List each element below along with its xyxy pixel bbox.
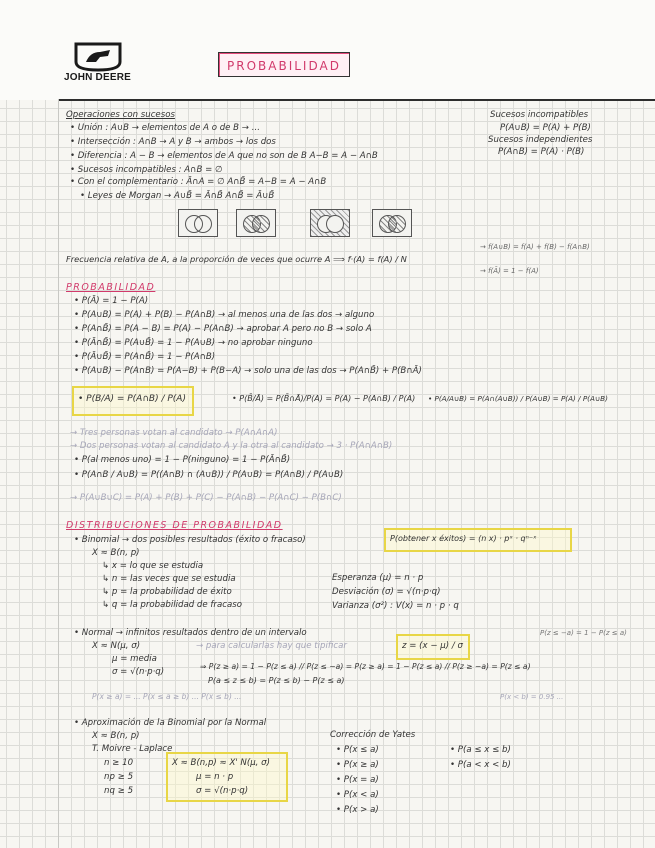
binomial-esperanza: Esperanza (μ) = n · p <box>332 573 424 583</box>
op-line-interseccion: • Intersección : A∩B → A y B → ambos → los dos <box>70 137 276 147</box>
yates-right-2: • P(a < x < b) <box>450 760 511 770</box>
page-title-box <box>218 52 350 77</box>
probabilidad-heading: PROBABILIDAD <box>66 282 156 293</box>
normal-tipificar: z = (x − μ) / σ <box>402 641 463 651</box>
aprox-cond-2: np ≥ 5 <box>104 772 134 782</box>
normal-faded-1: P(x ≥ a) = ... P(x ≤ a ≥ b) ... P(x ≤ b) ... <box>92 692 242 701</box>
binomial-def-p: ↳ p = la probabilidad de éxito <box>102 587 232 597</box>
prob-line-6: • P(A∪B) − P(A∩B) = P(A−B) + P(B−A) → solo una de las dos → P(A∩B̄) + P(B∩Ā) <box>74 366 422 376</box>
aprox-mu: μ = n · p <box>196 772 234 782</box>
side-note-3: Sucesos independientes <box>488 135 593 145</box>
normal-line: • Normal → infinitos resultados dentro de un intervalo <box>74 628 307 638</box>
yates-1: • P(x ≤ a) <box>336 745 379 755</box>
margin-line <box>58 99 59 848</box>
prob-line-5: • P(Ā∪B̄) = P(A∩B̄) = 1 − P(A∩B) <box>74 352 216 362</box>
binomial-def-x: ↳ x = lo que se estudia <box>102 561 204 571</box>
distribuciones-heading: DISTRIBUCIONES DE PROBABILIDAD <box>66 520 283 531</box>
prob-al-menos-uno: • P(al menos uno) = 1 − P(ninguno) = 1 − P(Ā∩B̄) <box>74 455 291 465</box>
frecuencia-right-1: → f(A∪B) = f(A) + f(B) − f(A∩B) <box>480 243 590 251</box>
yates-2: • P(x ≥ a) <box>336 760 379 770</box>
yates-5: • P(x > a) <box>336 805 379 815</box>
prob-faded-3: → P(A∪B∪C) = P(A) + P(B) + P(C) − P(A∩B) − P(A∩C) − P(B∩C) <box>70 493 342 503</box>
yates-right-1: • P(a ≤ x ≤ b) <box>450 745 511 755</box>
header-divider <box>58 99 655 101</box>
normal-faded-2: P(x < b) = 0.95 ... <box>500 693 564 701</box>
prob-conditional-2: • P(B̄/Ā) = P(B̄∩Ā)/P(A) = P(A) − P(A∩B) / P(A) <box>232 394 416 403</box>
frecuencia-right-2: → f(Ā) = 1 − f(A) <box>480 267 539 275</box>
op-line-diferencia: • Diferencia : A − B → elementos de A que no son de B A−B = A − A∩B <box>70 151 378 161</box>
aprox-cond-1: n ≥ 10 <box>104 758 134 768</box>
venn-diagram-2 <box>236 209 276 237</box>
prob-faded-1: → Tres personas votan al candidato → P(A∩A∩A) <box>70 428 278 438</box>
binomial-def-q: ↳ q = la probabilidad de fracaso <box>102 600 242 610</box>
page-title: PROBABILIDAD <box>227 59 341 73</box>
aprox-heading: • Aproximación de la Binomial por la Normal <box>74 718 267 728</box>
binomial-line: • Binomial → dos posibles resultados (éxito o fracaso) <box>74 535 306 545</box>
prob-conditional-3: • P(A/A∪B) = P(A∩(A∪B)) / P(A∪B) = P(A) / P(A∪B) <box>428 394 608 403</box>
binomial-varianza: Varianza (σ²) : V(x) = n · p · q <box>332 601 459 611</box>
aprox-x: X ≈ B(n, p) <box>92 731 140 741</box>
side-note-4: P(A∩B) = P(A) · P(B) <box>498 147 585 157</box>
normal-mu: μ = media <box>112 654 157 664</box>
venn-diagram-1 <box>178 209 218 237</box>
side-note-2: P(A∪B) = P(A) + P(B) <box>500 123 591 133</box>
binomial-def-n: ↳ n = las veces que se estudia <box>102 574 236 584</box>
prob-interseccion-union: • P(A∩B / A∪B) = P((A∩B) ∩ (A∪B)) / P(A∪B) = P(A∩B) / P(A∪B) <box>74 470 344 480</box>
yates-3: • P(x = a) <box>336 775 379 785</box>
yates-4: • P(x < a) <box>336 790 379 800</box>
normal-x: X ≈ N(μ, σ) <box>92 641 141 651</box>
op-line-complementario: • Con el complementario : Ā∩A = ∅ A∩B̄ = A−B = A − A∩B <box>70 177 327 187</box>
op-line-union: • Unión : A∪B → elementos de A o de B → ... <box>70 123 260 133</box>
operaciones-heading: Operaciones con sucesos <box>66 110 175 120</box>
op-line-morgan: • Leyes de Morgan → A∪B̄ = Ā∩B̄ A∩B̄ = Ā∪B̄ <box>80 191 275 201</box>
binomial-formula: P(obtener x éxitos) = (n x) · pˣ · qⁿ⁻ˣ <box>390 534 537 543</box>
yates-heading: Corrección de Yates <box>330 730 416 740</box>
prob-line-2: • P(A∪B) = P(A) + P(B) − P(A∩B) → al menos una de las dos → alguno <box>74 310 375 320</box>
aprox-sigma: σ = √(n·p·q) <box>196 786 249 796</box>
prob-conditional-main: • P(B/A) = P(A∩B) / P(A) <box>78 394 186 404</box>
venn-diagram-4 <box>372 209 412 237</box>
normal-note: → para calcularlas hay que tipificar <box>196 641 347 651</box>
side-note-1: Sucesos incompatibles <box>490 110 589 120</box>
normal-prop-2: P(a ≤ z ≤ b) = P(z ≤ b) − P(z ≤ a) <box>208 676 345 685</box>
binomial-x: X ≈ B(n, p) <box>92 548 140 558</box>
brand-name: JOHN DEERE <box>64 72 132 83</box>
normal-prop-1: ⇒ P(z ≥ a) = 1 − P(z ≤ a) // P(z ≤ −a) = P(z ≥ a) = 1 − P(z ≤ a) // P(z ≥ −a) = P(z ≤ a) <box>200 662 531 671</box>
prob-line-4: • P(Ā∩B̄) = P(A∪B̄) = 1 − P(A∪B) → no aprobar ninguno <box>74 338 313 348</box>
prob-line-1: • P(Ā) = 1 − P(A) <box>74 296 149 306</box>
aprox-conv: X ≈ B(n,p) ≈ X' N(μ, σ) <box>172 758 270 768</box>
normal-sigma: σ = √(n·p·q) <box>112 667 165 677</box>
prob-faded-2: → Dos personas votan al candidato A y la otra al candidato → 3 · P(A∩A∩B) <box>70 441 393 451</box>
binomial-desviacion: Desviación (σ) = √(n·p·q) <box>332 587 441 597</box>
normal-right-note: P(z ≤ −a) = 1 − P(z ≤ a) <box>540 629 627 637</box>
venn-diagram-3 <box>310 209 350 237</box>
aprox-cond-3: nq ≥ 5 <box>104 786 134 796</box>
op-line-incompatibles: • Sucesos incompatibles : A∩B = ∅ <box>70 165 223 175</box>
frecuencia-relativa: Frecuencia relativa de A, a la proporción de veces que ocurre A ⟹ f·(A) = f(A) / N <box>66 254 407 264</box>
aprox-moivre: T. Moivre - Laplace <box>92 744 173 754</box>
prob-line-3: • P(A∩B̄) = P(A − B) = P(A) − P(A∩B) → aprobar A pero no B → solo A <box>74 324 372 334</box>
